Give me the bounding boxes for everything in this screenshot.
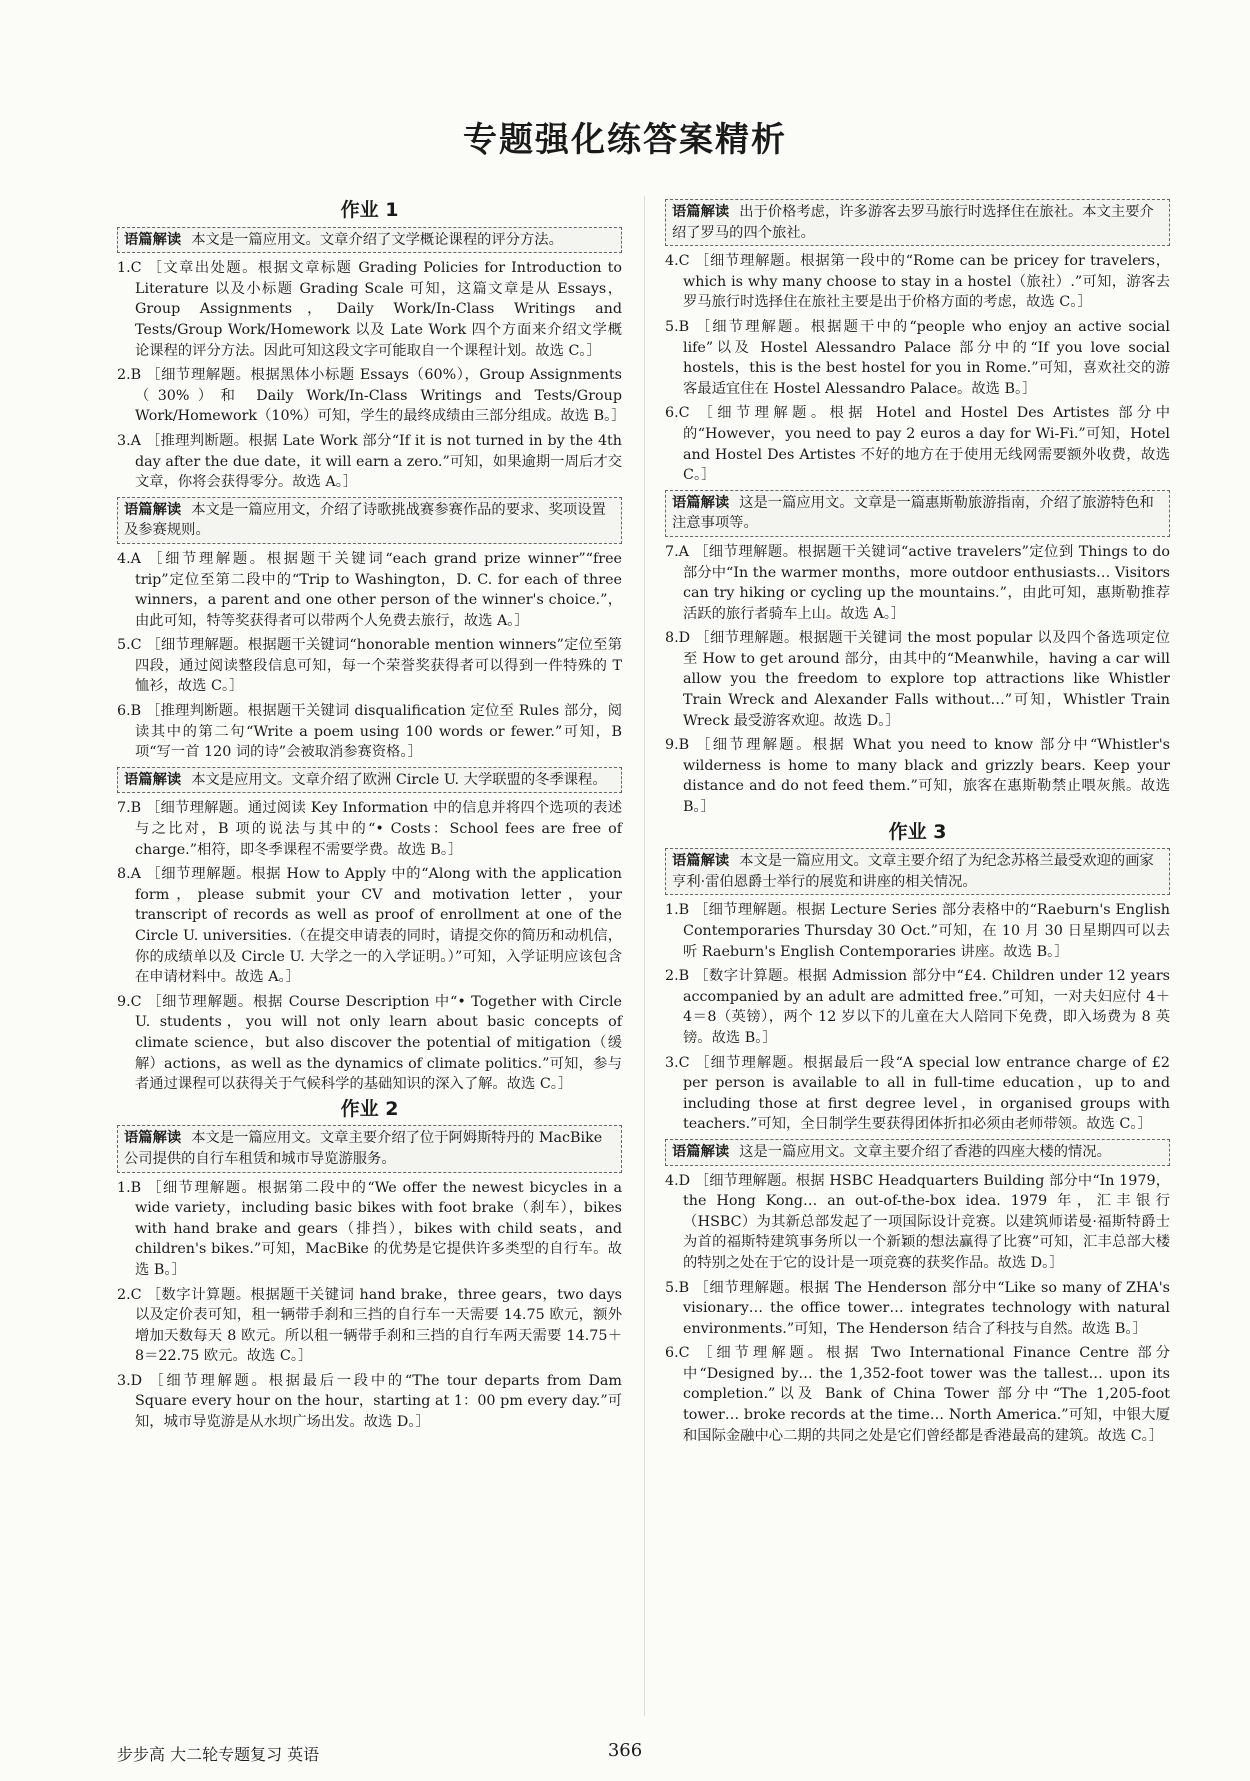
answer-item: 9.B ［细节理解题。根据 What you need to know 部分中“Whistler's wilderness is home to many black and grizzly bears. Keep your distance and do not feed them.”可知，旅客在惠斯勒禁止喂灰熊。故选 B。］ xyxy=(665,737,1170,816)
passage-summary-text: 本文是一篇应用文。文章介绍了文学概论课程的评分方法。 xyxy=(191,231,563,248)
passage-summary-box xyxy=(117,1125,622,1172)
passage-summary-text: 本文是一篇应用文。文章主要介绍了为纪念苏格兰最受欢迎的画家亨利·雷伯恩爵士举行的展览和讲座的相关情况。 xyxy=(672,853,1154,890)
passage-summary-tag: 语篇解读 xyxy=(672,494,730,511)
passage-summary-box xyxy=(117,767,622,794)
answer-item: 5.C ［细节理解题。根据题干关键词“honorable mention winners”定位至第四段，通过阅读整段信息可知，每一个荣誉奖获得者可以得到一件特殊的 T 恤衫，故选 C。］ xyxy=(117,637,622,695)
passage-summary-text: 本文是应用文。文章介绍了欧洲 Circle U. 大学联盟的冬季课程。 xyxy=(191,771,607,788)
answer-item: 6.C ［细节理解题。根据 Two International Finance Centre 部分中“Designed by… the 1,352-foot tower was the tallest… upon its completion.”以及 Bank of China Tower 部分中“The 1,205-foot tower… broke records at the time… North America.”可知，中银大厦和国际金融中心二期的共同之处是它们曾经都是香港最高的建筑。故选 C。］ xyxy=(665,1345,1170,1444)
answer-item: 8.D ［细节理解题。根据题干关键词 the most popular 以及四个备选项定位至 How to get around 部分，由其中的“Meanwhile，having a car will allow you the freedom to explore top attractions like Whistler Train Wreck and Alexander Falls without…”可知，Whistler Train Wreck 最受游客欢迎。故选 D。］ xyxy=(665,630,1170,729)
passage-summary-tag: 语篇解读 xyxy=(124,231,182,248)
answer-item: 2.C ［数字计算题。根据题干关键词 hand brake，three gears，two days 以及定价表可知，租一辆带手刹和三挡的自行车一天需要 14.75 欧元，额外增加天数每天 8 欧元。所以租一辆带手刹和三挡的自行车两天需要 14.75＋8＝22.75 欧元。故选 C。］ xyxy=(117,1286,622,1365)
passage-summary-tag: 语篇解读 xyxy=(672,853,730,870)
passage-summary-tag: 语篇解读 xyxy=(124,771,182,788)
footer-book-title: 步步高 大二轮专题复习 英语 xyxy=(117,1745,320,1764)
passage-summary-box xyxy=(117,497,622,544)
passage-summary-tag: 语篇解读 xyxy=(672,204,730,220)
passage-summary-box xyxy=(665,490,1170,537)
passage-summary-tag: 语篇解读 xyxy=(124,1130,182,1147)
passage-summary-box xyxy=(665,848,1170,895)
assignment-heading: 作业 1 xyxy=(340,199,399,221)
answer-item: 8.A ［细节理解题。根据 How to Apply 中的“Along with the application form，please submit your CV and motivation letter，your transcript of records as well as proof of enrollment at one of the Circle U. universities.（在提交申请表的同时，请提交你的简历和动机信，你的成绩单以及 Circle U. 大学之一的入学证明。）”可知，入学证明应该包含在申请材料中。故选 A。］ xyxy=(117,866,622,986)
answer-item: 3.D ［细节理解题。根据最后一段中的“The tour departs from Dam Square every hour on the hour，starting at 1：00 pm every day.”可知，城市导览游是从水坝广场出发。故选 D。］ xyxy=(117,1372,622,1431)
passage-summary-box xyxy=(665,1139,1170,1166)
answer-item: 6.C ［细节理解题。根据 Hotel and Hostel Des Artistes 部分中的“However，you need to pay 2 euros a day for Wi-Fi.”可知，Hotel and Hostel Des Artistes 不好的地方在于使用无线网需要额外收费，故选 C。］ xyxy=(665,405,1170,484)
passage-summary-text: 出于价格考虑，许多游客去罗马旅行时选择住在旅社。本文主要介绍了罗马的四个旅社。 xyxy=(672,204,1154,241)
answer-item: 5.B ［细节理解题。根据题干中的“people who enjoy an active social life”以及 Hostel Alessandro Palace 部分中的“If you love social hostels，this is the best hostel for you in Rome.”可知，喜欢社交的游客最适宜住在 Hostel Alessandro Palace。故选 B。］ xyxy=(665,318,1170,397)
answer-item: 4.D ［细节理解题。根据 HSBC Headquarters Building 部分中“In 1979，the Hong Kong… an out-of-the-box idea. 1979 年，汇丰银行（HSBC）为其新总部发起了一项国际设计竞赛。以建筑师诺曼·福斯特爵士为首的福斯特建筑事务所以一个新颖的想法赢得了比赛”可知，汇丰总部大楼的特别之处在于它的设计是一项竞赛的获奖作品。故选 D。］ xyxy=(665,1172,1170,1271)
left-column xyxy=(117,196,626,1437)
answer-item: 3.A ［推理判断题。根据 Late Work 部分“If it is not turned in by the 4th day after the due date，it will earn a zero.”可知，如果逾期一周后才交文章，你将会获得零分。故选 A。］ xyxy=(117,432,622,491)
passage-summary-tag: 语篇解读 xyxy=(124,501,182,518)
answer-item: 1.B ［细节理解题。根据 Lecture Series 部分表格中的“Raeburn's English Contemporaries Thursday 30 Oct.”可知，在 10 月 30 日星期四可以去听 Raeburn's English Contemporaries 讲座。故选 B。］ xyxy=(665,902,1170,960)
right-column xyxy=(665,196,1170,1450)
answer-item: 7.A ［细节理解题。根据题干关键词“active travelers”定位到 Things to do 部分中“In the warmer months，more outdoor enthusiasts… Visitors can try hiking or cycling up the mountains.”，由此可知，惠斯勒推荐活跃的旅行者骑车上山。故选 A。］ xyxy=(665,543,1170,622)
assignment-heading: 作业 2 xyxy=(340,1097,399,1120)
passage-summary-text: 本文是一篇应用文，介绍了诗歌挑战赛参赛作品的要求、奖项设置及参赛规则。 xyxy=(124,501,606,539)
answer-item: 1.C ［文章出处题。根据文章标题 Grading Policies for Introduction to Literature 以及小标题 Grading Scale 可知，这篇文章是从 Essays，Group Assignments，Daily Work/In-Class Writings and Tests/Group Work/Homework 以及 Late Work 四个方面来介绍文学概论课程的评分方法。因此可知这段文字可能取自一个课程计划。故选 C。］ xyxy=(117,260,622,359)
answer-item: 9.C ［细节理解题。根据 Course Description 中“• Together with Circle U. students，you will not only learn about basic concepts of climate science，but also discover the potential of mitigation（缓解）actions，as well as the dynamics of climate politics.”可知，参与者通过课程可以获得关于气候科学的基础知识的深入了解。故选 C。］ xyxy=(117,993,622,1093)
answer-item: 2.B ［数字计算题。根据 Admission 部分中“£4. Children under 12 years accompanied by an adult are admitted free.”可知，一对夫妇应付 4＋4＝8（英镑），两个 12 岁以下的儿童在大人陪同下免费，即入场费为 8 英镑。故选 B。］ xyxy=(665,968,1170,1046)
passage-summary-text: 本文是一篇应用文。文章主要介绍了位于阿姆斯特丹的 MacBike 公司提供的自行车租赁和城市导览游服务。 xyxy=(124,1130,603,1167)
answer-item: 4.C ［细节理解题。根据第一段中的“Rome can be pricey for travelers，which is why many choose to stay in a hostel（旅社）.”可知，游客去罗马旅行时选择住在旅社主要是出于价格方面的考虑，故选 C。］ xyxy=(665,253,1170,311)
passage-summary-box xyxy=(665,199,1170,246)
passage-summary-box xyxy=(117,227,622,254)
answer-item: 2.B ［细节理解题。根据黑体小标题 Essays（60%），Group Assignments（30%）和 Daily Work/In-Class Writings and Tests/Group Work/Homework（10%）可知，学生的最终成绩由三部分组成。故选 B。］ xyxy=(117,367,626,425)
assignment-heading: 作业 3 xyxy=(888,820,947,843)
answer-item: 1.B ［细节理解题。根据第二段中的“We offer the newest bicycles in a wide variety，including basic bikes with foot brake（刹车），bikes with hand brake and gears（排挡），bikes with child seats，and children's bikes.”可知，MacBike 的优势是它提供许多类型的自行车。故选 B。］ xyxy=(117,1179,622,1278)
answer-item: 3.C ［细节理解题。根据最后一段“A special low entrance charge of £2 per person is available to all in full-time education，up to and including those at first degree level，in organised groups with teachers.”可知，全日制学生要获得团体折扣必须由老师带领。故选 C。］ xyxy=(665,1054,1170,1133)
answer-item: 5.B ［细节理解题。根据 The Henderson 部分中“Like so many of ZHA's visionary… the office tower… integrates technology with natural environments.”可知，The Henderson 结合了科技与自然。故选 B。］ xyxy=(665,1279,1170,1337)
answer-item: 7.B ［细节理解题。通过阅读 Key Information 中的信息并将四个选项的表述与之比对，B 项的说法与其中的“• Costs：School fees are free of charge.”相符，即冬季课程不需要学费。故选 B。］ xyxy=(117,800,622,858)
page-title: 专题强化练答案精析 xyxy=(463,120,787,160)
column-divider xyxy=(644,196,645,1716)
answer-item: 4.A ［细节理解题。根据题干关键词“each grand prize winner”“free trip”定位至第二段中的“Trip to Washington，D. C. for each of three winners，a parent and one other person of the winner's choice.”，由此可知，特等奖获得者可以带两个人免费去旅行，故选 A。］ xyxy=(117,550,622,629)
page-number: 366 xyxy=(607,1740,643,1761)
passage-summary-text: 这是一篇应用文。文章是一篇惠斯勒旅游指南，介绍了旅游特色和注意事项等。 xyxy=(672,494,1154,532)
passage-summary-tag: 语篇解读 xyxy=(672,1143,730,1160)
answer-item: 6.B ［推理判断题。根据题干关键词 disqualification 定位至 Rules 部分，阅读其中的第二句“Write a poem using 100 words or fewer.”可知，B 项“写一首 120 词的诗”会被取消参赛资格。］ xyxy=(117,703,622,761)
passage-summary-text: 这是一篇应用文。文章主要介绍了香港的四座大楼的情况。 xyxy=(739,1143,1111,1160)
